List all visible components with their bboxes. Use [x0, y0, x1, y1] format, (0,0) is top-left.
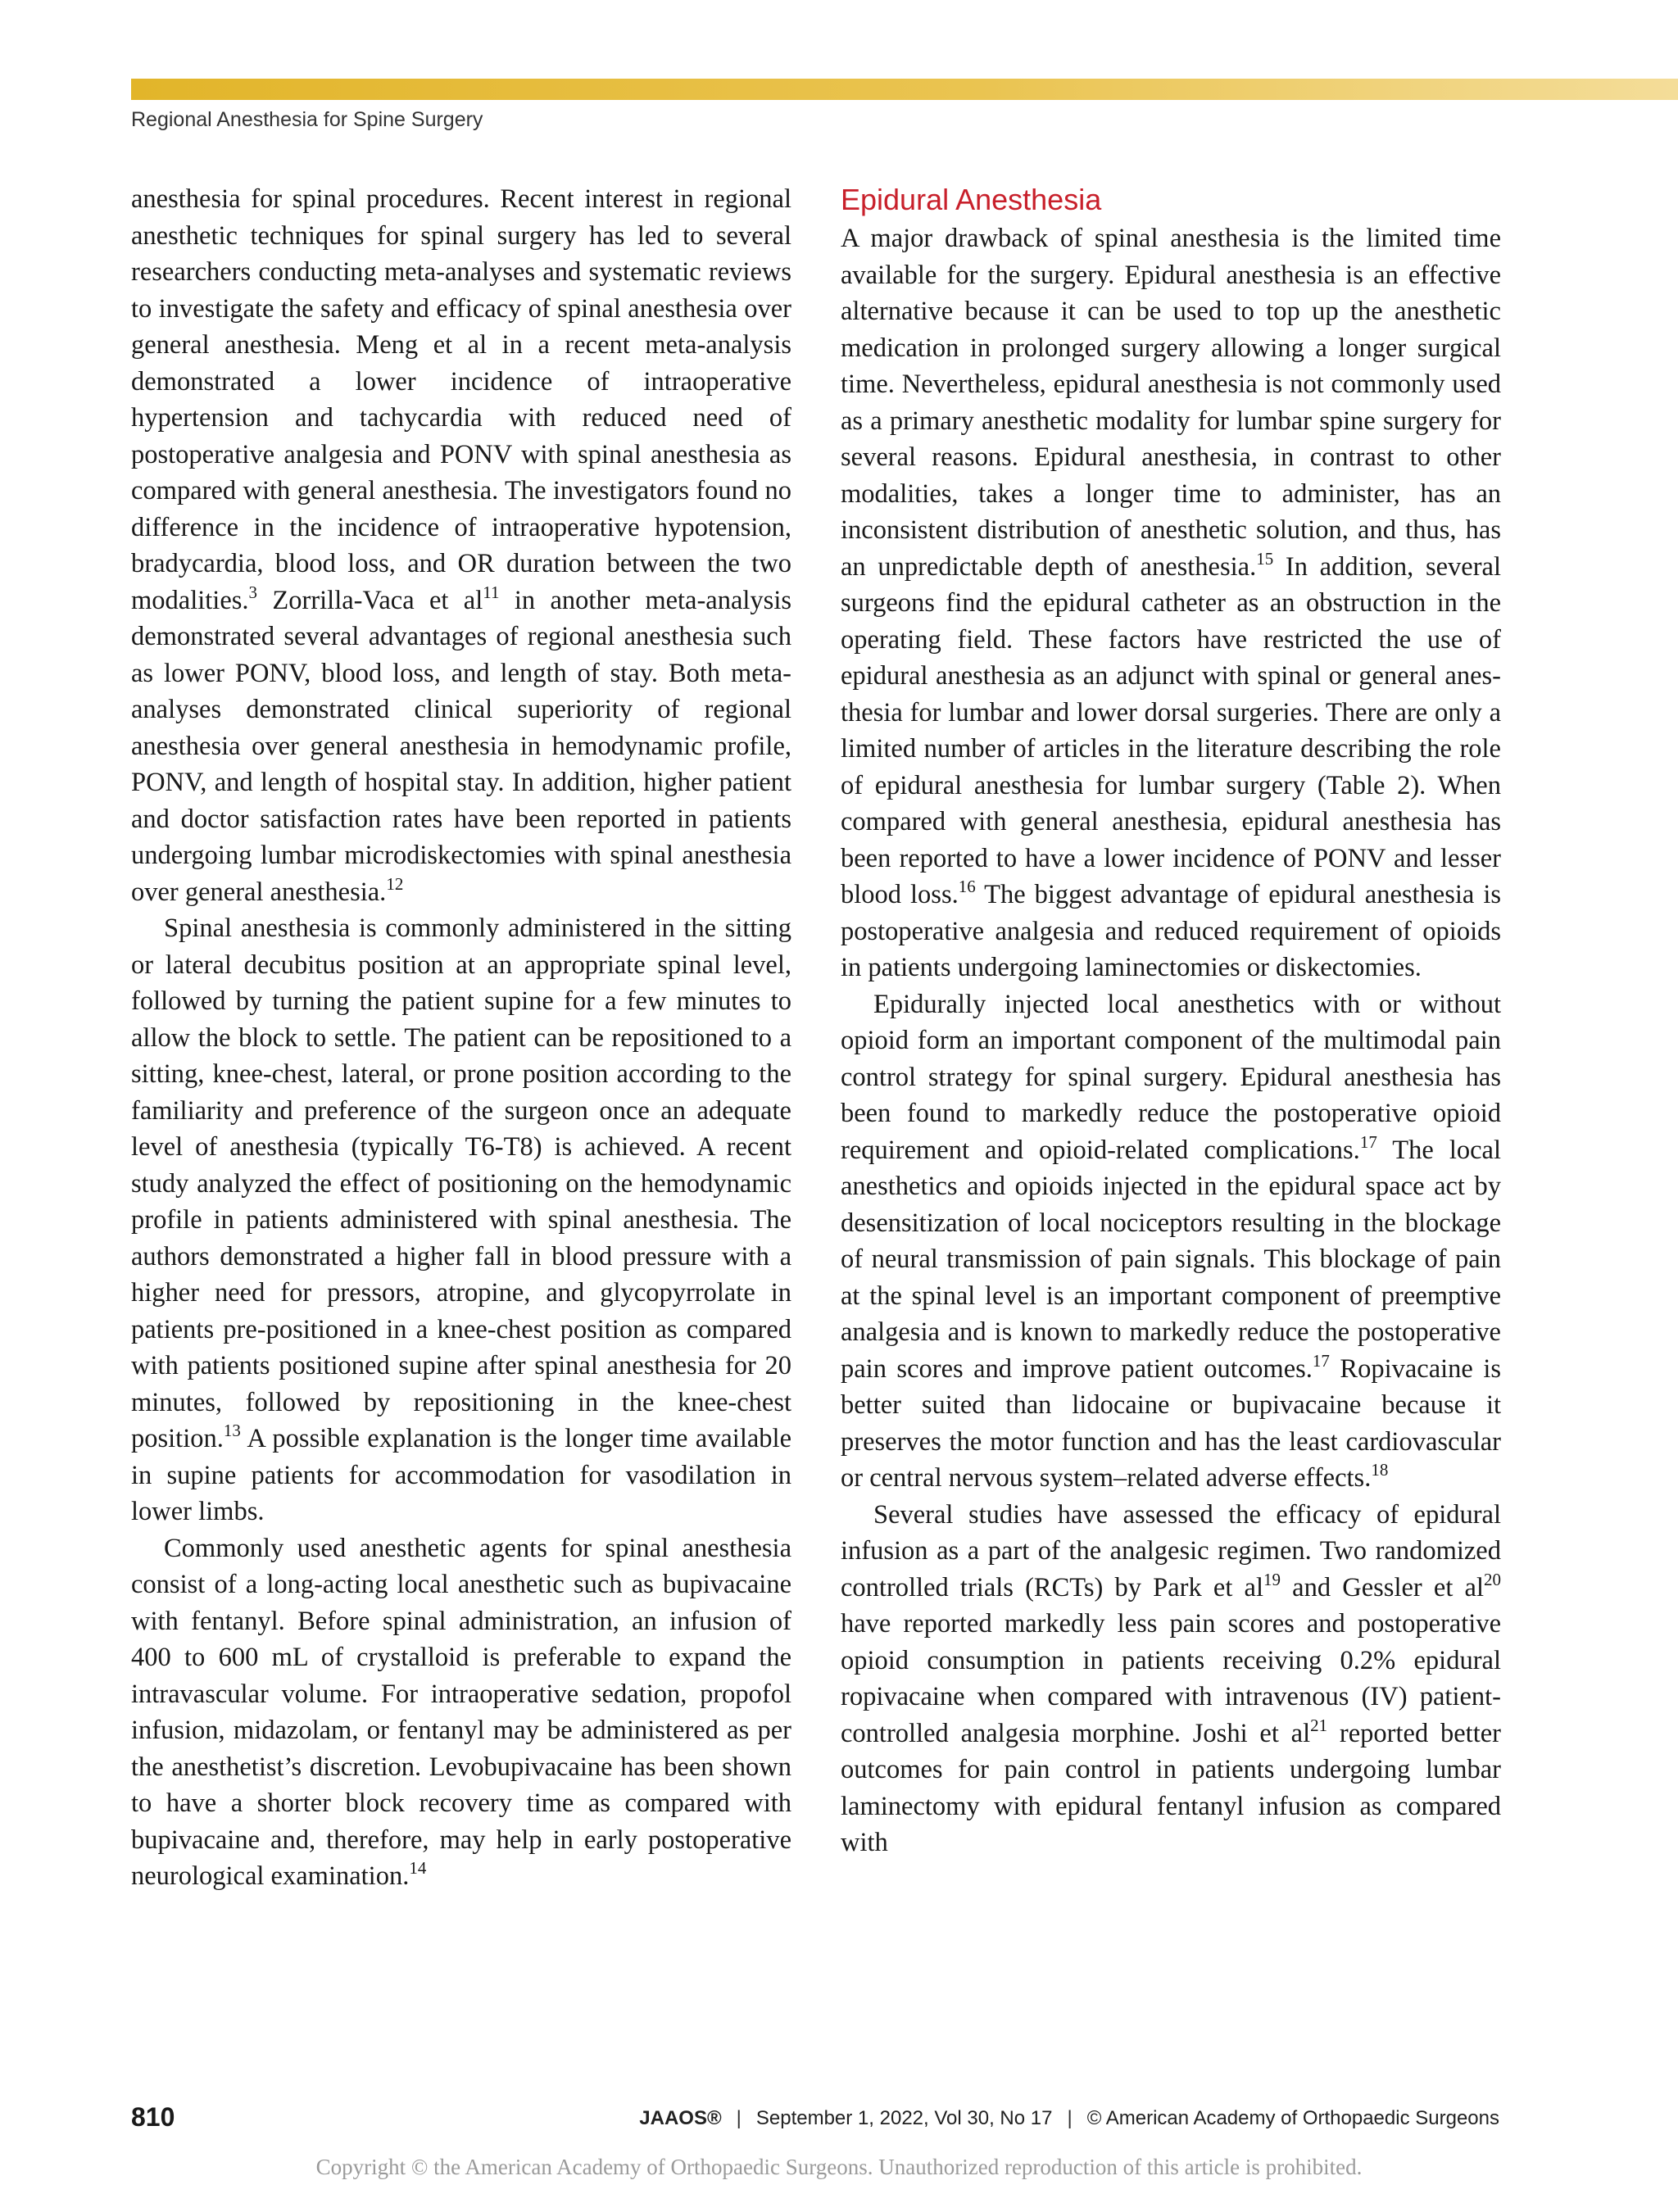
text-run: The biggest advantage of epidural anesthesia is postoperative analgesia and reduced requirement of opioids in patients undergoing laminectomies or diskectomies.	[841, 880, 1502, 982]
text-run: and Gessler et al	[1281, 1572, 1484, 1602]
text-run: Commonly used anesthetic agents for spinal anesthesia consist of a long-acting local anesthetic such as bupivacaine with fentanyl. Before spinal administration, an infusion of 400 to 600 mL of crystalloid is preferable to expand the intravascular volume. For intraoperative sedation, propofol infusion, midazolam, or fentanyl may be administered as per the anesthetist’s discretion. Levobupivacaine has been shown to have a shorter block recovery time as compared with bupivacaine and, therefore, may help in early postoperative neurological examination.	[131, 1533, 791, 1891]
copyright-notice: Copyright © the American Academy of Orthopaedic Surgeons. Unauthorized reproduction of this article is prohibited.	[315, 2155, 1363, 2179]
text-run: Epidurally injected local anesthetics with or without opioid form an important component of the multimodal pain control strategy for spinal surgery. Epidural anesthesia has been found to markedly reduce the postoperative opioid requirement and opioid-related complications.	[841, 989, 1501, 1165]
separator: |	[736, 2107, 741, 2129]
journal-info	[639, 2107, 1499, 2130]
journal-name: JAAOS®	[639, 2107, 722, 2129]
right-column	[841, 181, 1501, 1861]
paragraph	[841, 220, 1501, 986]
citation-superscript: 21	[1310, 1715, 1328, 1735]
citation-superscript: 20	[1484, 1569, 1501, 1589]
citation-superscript: 18	[1371, 1460, 1389, 1480]
text-run: Ropivacaine is better suited than lidocaine or bupivacaine because it preserves the motor function and has the least cardiovascular or central nervous system–related adverse effects.	[841, 1353, 1501, 1493]
left-column	[131, 181, 791, 1895]
text-run: In addition, several surgeons find the epidural catheter as an obstruction in the operating field. These factors have restricted the use of epidural anesthesia as an adjunct with spinal or general anesthesia for lumbar and lower dorsal surgeries. There are only a limited number of articles in the literature describing the role of epidural anesthesia for lumbar surgery (Table 2). When compared with general anesthesia, epidural anesthesia has been reported to have a lower incidence of PONV and lesser blood loss.	[841, 551, 1501, 909]
paragraph	[131, 1530, 791, 1895]
page-number: 810	[131, 2102, 175, 2132]
top-margin	[0, 0, 1678, 79]
issue-info: September 1, 2022, Vol 30, No 17	[755, 2107, 1053, 2129]
text-run: in another meta-analysis demonstrated several advantages of regional anesthesia such as lower PONV, blood loss, and length of stay. Both meta-analyses demonstrated clinical superiority of regional anesthesia over general anesthesia in hemodynamic profile, PONV, and length of hospital stay. In addition, higher patient and doctor satisfaction rates have been reported in patients undergoing lumbar microdiskectomies with spinal anesthesia over general anesthesia.	[131, 585, 792, 907]
separator: |	[1067, 2107, 1073, 2129]
paragraph	[131, 181, 791, 910]
citation-superscript: 15	[1256, 548, 1274, 569]
running-title: Regional Anesthesia for Spine Surgery	[131, 108, 483, 131]
text-run: The local anesthetics and opioids injected in the epidural space act by desensitization of local nociceptors resulting in the blockage of neural transmission of pain signals. This blockage of pain at the spinal level is an important component of preemptive analgesia and is known to markedly reduce the postoperative pain scores and improve patient outcomes.	[841, 1135, 1501, 1384]
text-run: anesthesia for spinal procedures. Recent interest in regional anesthetic techniques for spinal surgery has led to several researchers conducting meta-analyses and systematic reviews to investigate the safety and efficacy of spinal anesthesia over general anesthesia. Meng et al in a recent meta-analysis demonstrated a lower incidence of intraoperative hypertension and tachycardia with reduced need of postoperative analgesia and PONV with spinal anesthesia as compared with general anesthesia. The investigators found no difference in the incidence of intraoperative hypotension, bradycardia, blood loss, and OR duration between the two modalities.	[131, 184, 791, 615]
citation-superscript: 3	[248, 582, 258, 602]
citation-superscript: 17	[1312, 1350, 1330, 1371]
citation-superscript: 11	[483, 582, 500, 602]
text-run: have reported markedly less pain scores and postoperative opioid consumption in patients receiving 0.2% epidural ropivacaine when compared with intravenous (IV) patient-controlled analgesia morphine. Joshi et al	[841, 1609, 1501, 1748]
text-run: A major drawback of spinal anesthesia is the limited time available for the surgery. Epidural anesthesia is an effective alternative because it can be used to top up the anesthetic medication in prolonged surgery allowing a longer surgical time. Nevertheless, epidural anesthesia is not commonly used as a primary anesthetic modality for lumbar spine surgery for several reasons. Epidural anesthesia, in contrast to other modalities, takes a longer time to administer, has an inconsistent distribution of anesthetic solution, and thus, has an unpredictable depth of anesthesia.	[841, 224, 1501, 582]
footer-copyright: © American Academy of Orthopaedic Surgeons	[1086, 2107, 1499, 2129]
text-run: Zorrilla-Vaca et al	[257, 585, 483, 615]
citation-superscript: 17	[1359, 1131, 1377, 1152]
page-footer	[131, 2102, 1499, 2135]
text-run: reported better outcomes for pain control in patients undergoing lumbar laminectomy with epidural fentanyl infusion as compared with	[841, 1718, 1501, 1857]
text-run: A possible explanation is the longer time available in supine patients for accommodation for vasodilation in lower limbs.	[131, 1424, 791, 1526]
header-accent-bar	[131, 79, 1678, 100]
citation-superscript: 13	[223, 1421, 241, 1440]
citation-superscript: 16	[958, 877, 976, 896]
section-heading: Epidural Anesthesia	[841, 183, 1102, 216]
text-run: Spinal anesthesia is commonly administered in the sitting or lateral decubitus position at an appropriate spinal level, followed by turning the patient supine for a few minutes to allow the block to settle. The patient can be repositioned to a sitting, knee-chest, lateral, or prone position according to the familiarity and preference of the surgeon once an adequate level of anesthesia (typically T6-T8) is achieved. A recent study analyzed the effect of positioning on the hemodynamic profile in patients administered with spinal anesthesia. The authors demonstrated a higher fall in blood pressure with a higher need for pressors, atropine, and glycopyrrolate in patients pre-positioned in a knee-chest position as compared with patients positioned supine after spinal anesthesia for 20 minutes, followed by repositioning in the knee-chest position.	[131, 913, 791, 1453]
paragraph	[841, 986, 1501, 1497]
paragraph	[841, 1497, 1501, 1861]
paragraph	[131, 910, 791, 1530]
citation-superscript: 19	[1263, 1569, 1281, 1589]
citation-superscript: 12	[386, 873, 404, 894]
citation-superscript: 14	[409, 1858, 427, 1878]
text-run: Several studies have assessed the efficacy of epidural infusion as a part of the analgesic regimen. Two randomized controlled trials (RCTs) by Park et al	[841, 1499, 1501, 1602]
